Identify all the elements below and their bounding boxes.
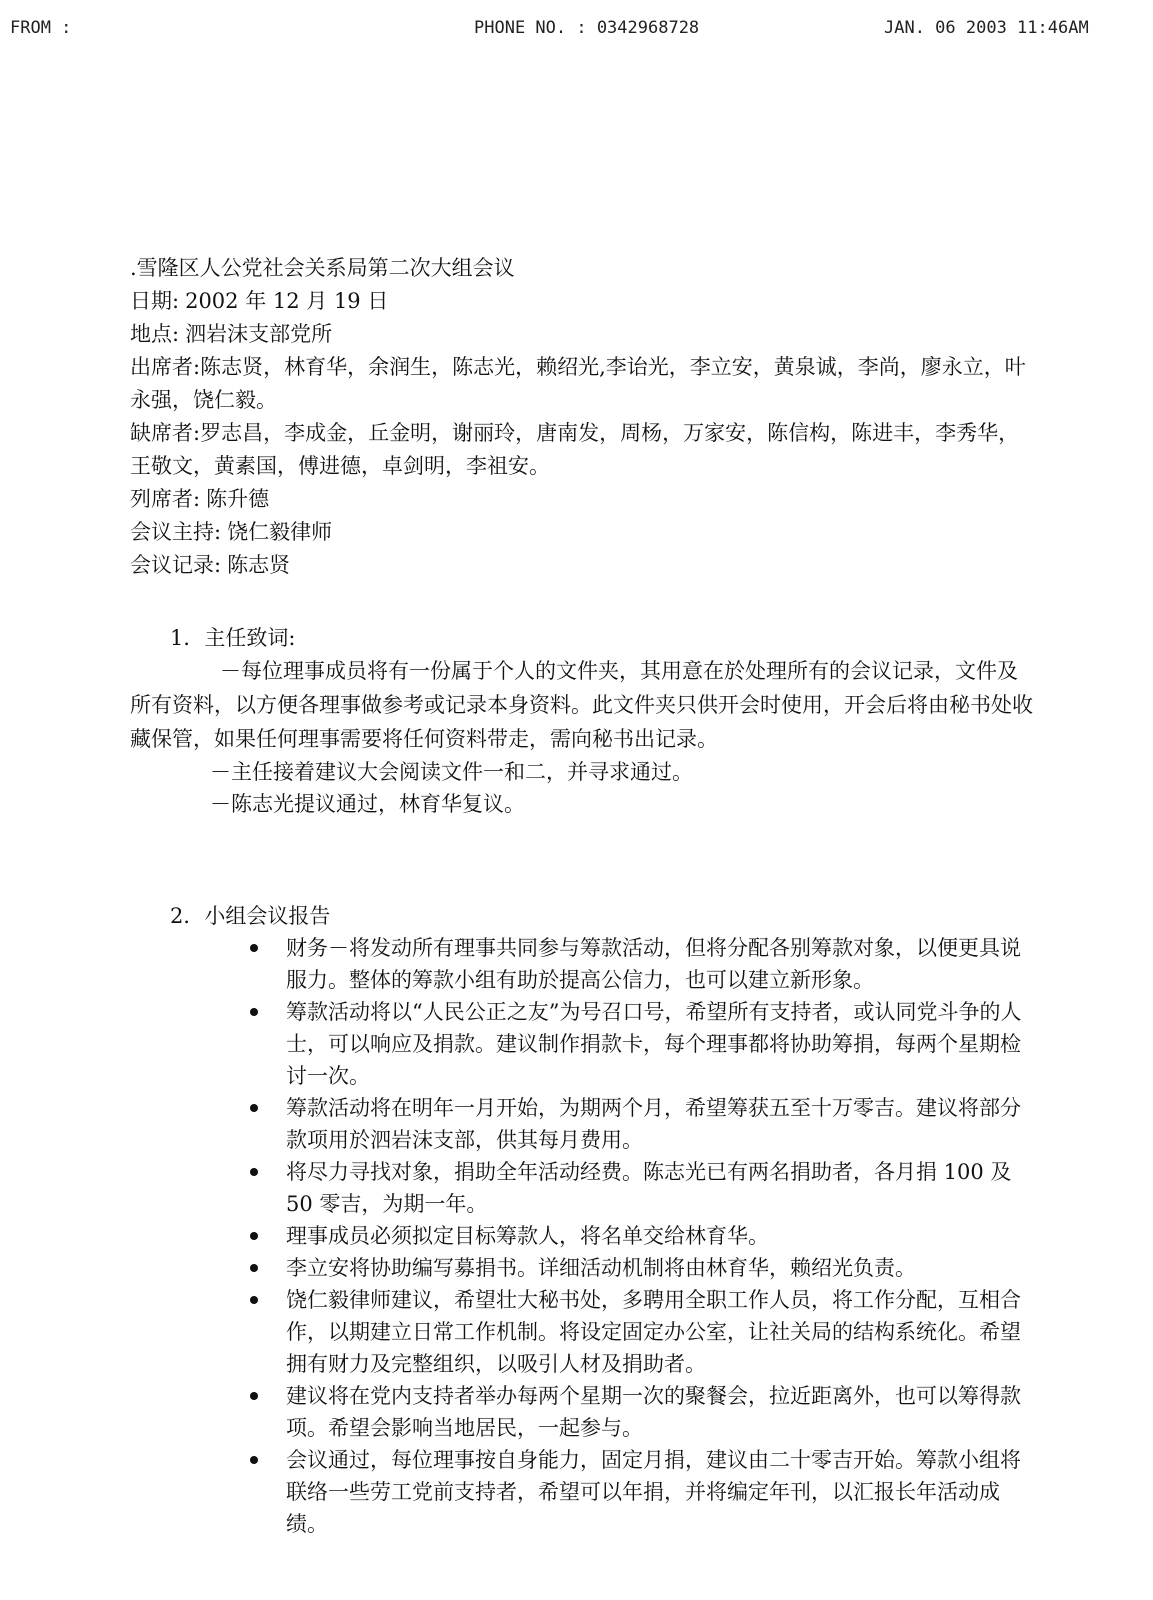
- list-item: 理事成员必须拟定目标筹款人，将名单交给林育华。: [250, 1220, 1035, 1252]
- list-item: 会议通过，每位理事按自身能力，固定月捐，建议由二十零吉开始。筹款小组将联络一些劳工党前支持者，希望可以年捐，并将编定年刊，以汇报长年活动成绩。: [250, 1444, 1035, 1540]
- section1-line2: －主任接着建议大会阅读文件一和二，并寻求通过。: [210, 760, 693, 784]
- present-label: 出席者:: [130, 355, 201, 379]
- chair-value: 饶仁毅律师: [227, 520, 333, 544]
- place-line: [130, 318, 1035, 351]
- bullet-icon: [250, 1168, 258, 1176]
- observer-line: [130, 483, 1035, 516]
- recorder-label: 会议记录:: [130, 553, 222, 577]
- list-item: 筹款活动将在明年一月开始，为期两个月，希望筹获五至十万零吉。建议将部分款项用於泗岩沫支部，供其每月费用。: [250, 1092, 1035, 1156]
- place-value: 泗岩沫支部党所: [185, 322, 333, 346]
- list-item: 将尽力寻找对象，捐助全年活动经费。陈志光已有两名捐助者，各月捐 100 及 50 零吉，为期一年。: [250, 1156, 1035, 1220]
- date-label: 日期:: [130, 289, 180, 313]
- observer-value: 陈升德: [206, 487, 270, 511]
- section1-title: 1．主任致词:: [170, 626, 296, 650]
- list-item: 财务－将发动所有理事共同参与筹款活动，但将分配各别筹款对象，以便更具说服力。整体的筹款小组有助於提高公信力，也可以建立新形象。: [250, 932, 1035, 996]
- section-chairman-speech: [130, 622, 1035, 820]
- bullet-icon: [250, 1392, 258, 1400]
- meeting-title: .雪隆区人公党社会关系局第二次大组会议: [130, 256, 515, 280]
- bullet-icon: [250, 1232, 258, 1240]
- section-group-report: [130, 900, 1035, 1540]
- fax-from: FROM :: [10, 18, 72, 38]
- list-item: 筹款活动将以“人民公正之友”为号召口号，希望所有支持者，或认同党斗争的人士，可以响应及捐款。建议制作捐款卡，每个理事都将协助筹捐，每两个星期检讨一次。: [250, 996, 1035, 1092]
- section1-paragraph: －每位理事成员将有一份属于个人的文件夹，其用意在於处理所有的会议记录，文件及所有资料，以方便各理事做参考或记录本身资料。此文件夹只供开会时使用，开会后将由秘书处收藏保管，如果任何理事需要将任何资料带走，需向秘书出记录。: [130, 659, 1033, 751]
- bullet-icon: [250, 1104, 258, 1112]
- bullet-icon: [250, 1008, 258, 1016]
- chair-label: 会议主持:: [130, 520, 222, 544]
- section2-title: 2．小组会议报告: [170, 904, 331, 928]
- absent-value: 罗志昌，李成金，丘金明，谢丽玲，唐南发，周杨，万家安，陈信构，陈进丰，李秀华，王敬文，黄素国，傅进德，卓剑明，李祖安。: [130, 421, 1020, 478]
- bullet-icon: [250, 1264, 258, 1272]
- date-line: [130, 285, 1035, 318]
- fax-phone: PHONE NO. : 0342968728: [474, 18, 700, 38]
- list-item: 饶仁毅律师建议，希望壮大秘书处，多聘用全职工作人员，将工作分配，互相合作，以期建立日常工作机制。将设定固定办公室，让社关局的结构系统化。希望拥有财力及完整组织，以吸引人材及捐助者。: [250, 1284, 1035, 1380]
- section1-line3: －陈志光提议通过，林育华复议。: [210, 792, 525, 816]
- list-item: 建议将在党内支持者举办每两个星期一次的聚餐会，拉近距离外，也可以筹得款项。希望会影响当地居民，一起参与。: [250, 1380, 1035, 1444]
- fax-datetime: JAN. 06 2003 11:46AM: [884, 18, 1089, 38]
- bullet-icon: [250, 1296, 258, 1304]
- recorder-line: [130, 549, 1035, 582]
- meeting-info: [130, 252, 1035, 582]
- bullet-icon: [250, 1456, 258, 1464]
- absent-label: 缺席者:: [130, 421, 201, 445]
- list-item: 李立安将协助编写募捐书。详细活动机制将由林育华，赖绍光负责。: [250, 1252, 1035, 1284]
- date-value: 2002 年 12 月 19 日: [185, 289, 389, 313]
- report-bullet-list: [130, 932, 1035, 1540]
- fax-header: [0, 18, 1153, 42]
- absent-line: [130, 417, 1035, 483]
- present-value: 陈志贤，林育华，余润生，陈志光，赖绍光,李诒光，李立安，黄泉诚，李尚，廖永立，叶永强，饶仁毅。: [130, 355, 1026, 412]
- recorder-value: 陈志贤: [227, 553, 291, 577]
- bullet-icon: [250, 944, 258, 952]
- observer-label: 列席者:: [130, 487, 201, 511]
- chair-line: [130, 516, 1035, 549]
- place-label: 地点:: [130, 322, 180, 346]
- present-line: [130, 351, 1035, 417]
